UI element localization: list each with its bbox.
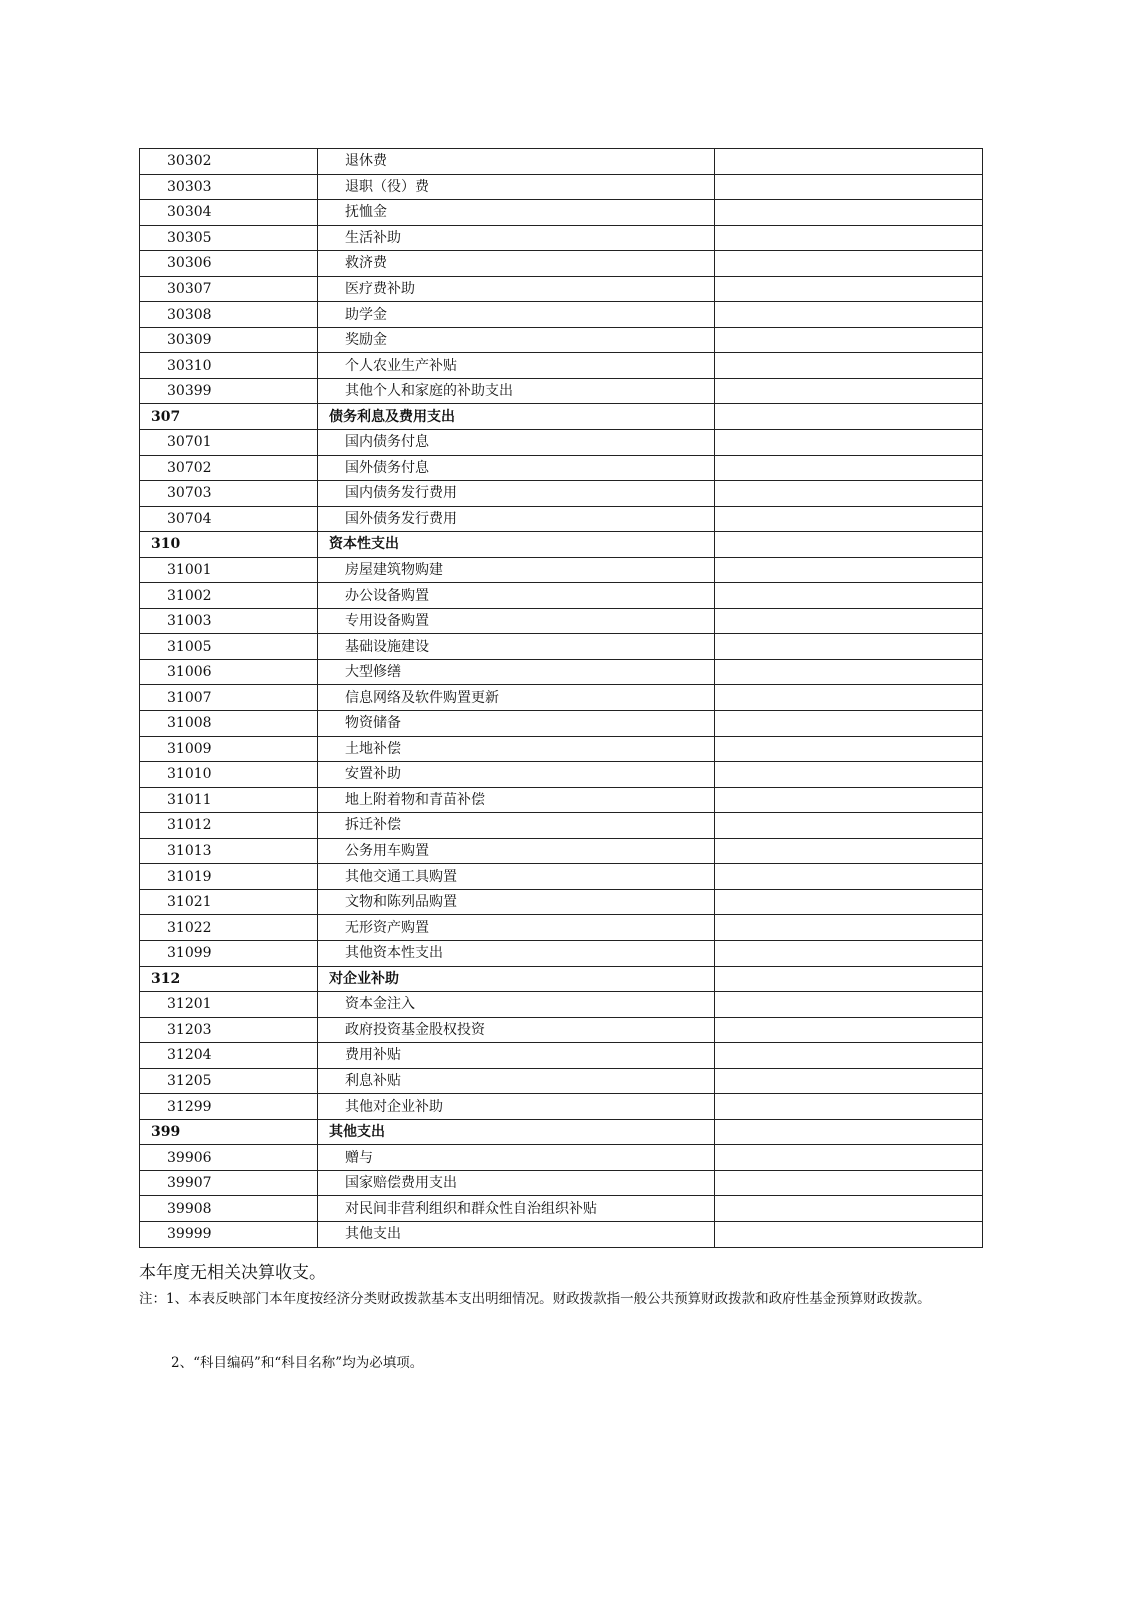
subject-name-cell: 国家赔偿费用支出 (318, 1170, 715, 1196)
table-row (140, 1145, 983, 1171)
table-row (140, 353, 983, 379)
subject-code-cell: 399 (140, 1119, 318, 1145)
subject-code-cell: 31203 (140, 1017, 318, 1043)
amount-cell (715, 659, 983, 685)
subject-code-cell: 31021 (140, 889, 318, 915)
subject-name-cell: 无形资产购置 (318, 915, 715, 941)
subject-name-cell: 个人农业生产补贴 (318, 353, 715, 379)
amount-cell (715, 1094, 983, 1120)
table-group-row (140, 404, 983, 430)
subject-code-cell: 30310 (140, 353, 318, 379)
subject-name-cell: 公务用车购置 (318, 838, 715, 864)
amount-cell (715, 481, 983, 507)
subject-code-cell: 30309 (140, 327, 318, 353)
subject-name-cell: 其他支出 (318, 1119, 715, 1145)
subject-code-cell: 31205 (140, 1068, 318, 1094)
subject-name-cell: 办公设备购置 (318, 583, 715, 609)
amount-cell (715, 940, 983, 966)
subject-name-cell: 国内债务付息 (318, 430, 715, 456)
amount-cell (715, 1043, 983, 1069)
table-row (140, 762, 983, 788)
table-row (140, 1094, 983, 1120)
table-row (140, 711, 983, 737)
subject-name-cell: 救济费 (318, 251, 715, 277)
subject-code-cell: 30306 (140, 251, 318, 277)
subject-name-cell: 专用设备购置 (318, 608, 715, 634)
subject-name-cell: 对企业补助 (318, 966, 715, 992)
no-data-statement: 本年度无相关决算收支。 (139, 1263, 326, 1283)
table-row (140, 583, 983, 609)
subject-code-cell: 31204 (140, 1043, 318, 1069)
amount-cell (715, 966, 983, 992)
subject-code-cell: 30304 (140, 200, 318, 226)
amount-cell (715, 327, 983, 353)
subject-code-cell: 30702 (140, 455, 318, 481)
subject-code-cell: 30303 (140, 174, 318, 200)
amount-cell (715, 276, 983, 302)
subject-name-cell: 土地补偿 (318, 736, 715, 762)
subject-name-cell: 其他对企业补助 (318, 1094, 715, 1120)
subject-code-cell: 31005 (140, 634, 318, 660)
subject-name-cell: 国外债务付息 (318, 455, 715, 481)
amount-cell (715, 992, 983, 1018)
amount-cell (715, 506, 983, 532)
subject-name-cell: 助学金 (318, 302, 715, 328)
subject-name-cell: 信息网络及软件购置更新 (318, 685, 715, 711)
table-group-row (140, 1119, 983, 1145)
expenditure-table (139, 148, 983, 1248)
table-row (140, 481, 983, 507)
amount-cell (715, 1017, 983, 1043)
subject-name-cell: 拆迁补偿 (318, 813, 715, 839)
subject-code-cell: 31008 (140, 711, 318, 737)
table-row (140, 200, 983, 226)
subject-name-cell: 费用补贴 (318, 1043, 715, 1069)
table-row (140, 1068, 983, 1094)
amount-cell (715, 1068, 983, 1094)
amount-cell (715, 915, 983, 941)
subject-code-cell: 31011 (140, 787, 318, 813)
note-1: 注：1、本表反映部门本年度按经济分类财政拨款基本支出明细情况。财政拨款指一般公共预算财政拨款和政府性基金预算财政拨款。 (139, 1291, 931, 1307)
amount-cell (715, 813, 983, 839)
amount-cell (715, 353, 983, 379)
table-row (140, 327, 983, 353)
subject-name-cell: 房屋建筑物购建 (318, 557, 715, 583)
amount-cell (715, 149, 983, 175)
subject-code-cell: 39906 (140, 1145, 318, 1171)
subject-code-cell: 31006 (140, 659, 318, 685)
subject-code-cell: 310 (140, 532, 318, 558)
subject-code-cell: 31019 (140, 864, 318, 890)
table-row (140, 1017, 983, 1043)
table-row (140, 940, 983, 966)
subject-name-cell: 债务利息及费用支出 (318, 404, 715, 430)
subject-code-cell: 31003 (140, 608, 318, 634)
table-row (140, 685, 983, 711)
subject-name-cell: 生活补助 (318, 225, 715, 251)
table-row (140, 225, 983, 251)
table-row (140, 174, 983, 200)
subject-code-cell: 31201 (140, 992, 318, 1018)
table-row (140, 915, 983, 941)
subject-name-cell: 赠与 (318, 1145, 715, 1171)
subject-name-cell: 退职（役）费 (318, 174, 715, 200)
subject-code-cell: 31012 (140, 813, 318, 839)
subject-name-cell: 抚恤金 (318, 200, 715, 226)
amount-cell (715, 1170, 983, 1196)
table-row (140, 455, 983, 481)
subject-code-cell: 30305 (140, 225, 318, 251)
table-row (140, 276, 983, 302)
amount-cell (715, 634, 983, 660)
subject-code-cell: 31299 (140, 1094, 318, 1120)
subject-name-cell: 国外债务发行费用 (318, 506, 715, 532)
subject-name-cell: 其他资本性支出 (318, 940, 715, 966)
subject-code-cell: 30308 (140, 302, 318, 328)
subject-code-cell: 30704 (140, 506, 318, 532)
amount-cell (715, 404, 983, 430)
subject-name-cell: 资本金注入 (318, 992, 715, 1018)
subject-name-cell: 退休费 (318, 149, 715, 175)
subject-name-cell: 物资储备 (318, 711, 715, 737)
subject-name-cell: 医疗费补助 (318, 276, 715, 302)
subject-name-cell: 大型修缮 (318, 659, 715, 685)
subject-code-cell: 30399 (140, 378, 318, 404)
amount-cell (715, 378, 983, 404)
subject-code-cell: 31001 (140, 557, 318, 583)
table-row (140, 1196, 983, 1222)
note-2: 2、“科目编码”和“科目名称”均为必填项。 (171, 1355, 424, 1371)
table-row (140, 838, 983, 864)
subject-name-cell: 资本性支出 (318, 532, 715, 558)
amount-cell (715, 608, 983, 634)
subject-name-cell: 安置补助 (318, 762, 715, 788)
amount-cell (715, 200, 983, 226)
amount-cell (715, 864, 983, 890)
table-row (140, 378, 983, 404)
subject-code-cell: 312 (140, 966, 318, 992)
amount-cell (715, 762, 983, 788)
subject-name-cell: 地上附着物和青苗补偿 (318, 787, 715, 813)
table-row (140, 149, 983, 175)
subject-name-cell: 政府投资基金股权投资 (318, 1017, 715, 1043)
subject-code-cell: 31099 (140, 940, 318, 966)
amount-cell (715, 711, 983, 737)
table-row (140, 608, 983, 634)
table-row (140, 557, 983, 583)
subject-code-cell: 31010 (140, 762, 318, 788)
amount-cell (715, 838, 983, 864)
table-row (140, 251, 983, 277)
table-row (140, 736, 983, 762)
table-row (140, 634, 983, 660)
subject-code-cell: 30307 (140, 276, 318, 302)
table-row (140, 787, 983, 813)
subject-code-cell: 31002 (140, 583, 318, 609)
table-row (140, 302, 983, 328)
subject-name-cell: 奖励金 (318, 327, 715, 353)
amount-cell (715, 685, 983, 711)
amount-cell (715, 1145, 983, 1171)
amount-cell (715, 1196, 983, 1222)
table-row (140, 864, 983, 890)
subject-name-cell: 其他交通工具购置 (318, 864, 715, 890)
subject-name-cell: 其他支出 (318, 1221, 715, 1247)
table-row (140, 1170, 983, 1196)
subject-name-cell: 文物和陈列品购置 (318, 889, 715, 915)
subject-code-cell: 30302 (140, 149, 318, 175)
amount-cell (715, 302, 983, 328)
subject-code-cell: 39999 (140, 1221, 318, 1247)
subject-name-cell: 利息补贴 (318, 1068, 715, 1094)
amount-cell (715, 787, 983, 813)
subject-code-cell: 30703 (140, 481, 318, 507)
table-row (140, 506, 983, 532)
table-row (140, 992, 983, 1018)
table-row (140, 1221, 983, 1247)
amount-cell (715, 889, 983, 915)
subject-code-cell: 31013 (140, 838, 318, 864)
table-row (140, 430, 983, 456)
table-row (140, 659, 983, 685)
table-row (140, 1043, 983, 1069)
subject-code-cell: 31009 (140, 736, 318, 762)
table-row (140, 813, 983, 839)
table-row (140, 889, 983, 915)
subject-code-cell: 31022 (140, 915, 318, 941)
amount-cell (715, 251, 983, 277)
subject-name-cell: 其他个人和家庭的补助支出 (318, 378, 715, 404)
amount-cell (715, 1221, 983, 1247)
subject-code-cell: 31007 (140, 685, 318, 711)
subject-code-cell: 39907 (140, 1170, 318, 1196)
amount-cell (715, 736, 983, 762)
subject-code-cell: 39908 (140, 1196, 318, 1222)
amount-cell (715, 557, 983, 583)
table-group-row (140, 532, 983, 558)
amount-cell (715, 1119, 983, 1145)
subject-code-cell: 307 (140, 404, 318, 430)
amount-cell (715, 225, 983, 251)
subject-name-cell: 基础设施建设 (318, 634, 715, 660)
table-group-row (140, 966, 983, 992)
amount-cell (715, 174, 983, 200)
subject-name-cell: 对民间非营利组织和群众性自治组织补贴 (318, 1196, 715, 1222)
amount-cell (715, 583, 983, 609)
subject-name-cell: 国内债务发行费用 (318, 481, 715, 507)
expenditure-table-body (140, 149, 983, 1248)
amount-cell (715, 532, 983, 558)
amount-cell (715, 455, 983, 481)
subject-code-cell: 30701 (140, 430, 318, 456)
amount-cell (715, 430, 983, 456)
